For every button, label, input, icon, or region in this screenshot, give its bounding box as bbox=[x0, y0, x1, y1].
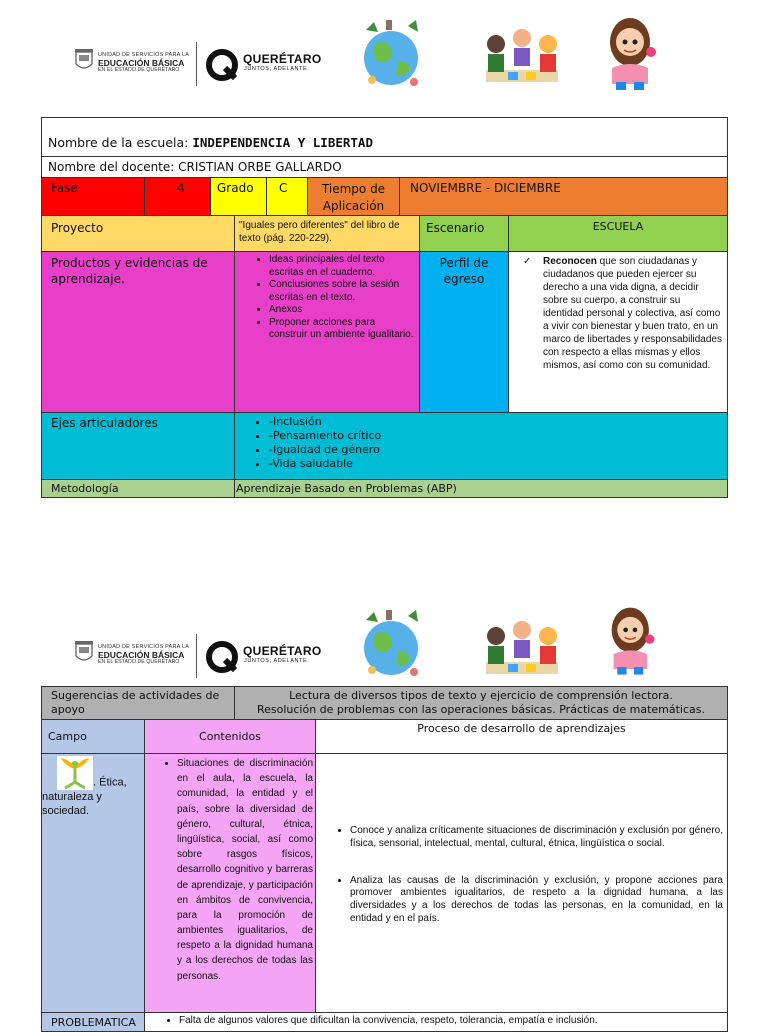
proceso-item: • Analiza las causas de la discriminación y exclusión, y propone acciones para promover ambientes igualitarios, de respeto a la dignidad humana, a las diversidades y a los derechos de todas las personas, en la comunidad, en la entidad y en el país. bbox=[350, 875, 723, 926]
escenario-label: Escenario bbox=[426, 221, 485, 235]
campo-value-cell bbox=[41, 753, 145, 1013]
earth-illustration-icon bbox=[352, 16, 430, 100]
ejes-item: • -Pensamiento crítico bbox=[269, 429, 727, 443]
use-line3: EN EL ESTADO DE QUERÉTARO bbox=[98, 658, 180, 665]
use-line2: EDUCACIÓN BÁSICA bbox=[98, 649, 185, 660]
girl-character-icon bbox=[604, 12, 664, 102]
use-line2: EDUCACIÓN BÁSICA bbox=[98, 57, 185, 68]
use-logo-text bbox=[98, 645, 189, 665]
grado-label-cell bbox=[210, 177, 267, 216]
page-header-1 bbox=[0, 10, 768, 100]
etica-field-icon bbox=[57, 756, 93, 790]
fase-value: 4 bbox=[177, 181, 185, 195]
perfil-text: que son ciudadanas y ciudadanos que pueden ejercer su derecho a una vida digna, a decidir sobre su cuerpo, a construir su identidad personal y colectiva, así como a vivir con bienestar y buen trato, en un marco de libertades y responsabilidades con respecto a ellas mismas y ellos mismos, así como con su comunidad. bbox=[543, 256, 722, 371]
problematica-value-cell bbox=[144, 1012, 728, 1032]
fase-value-cell bbox=[144, 177, 211, 216]
productos-item: • Proponer acciones para construir un ambiente igualitario. bbox=[269, 317, 415, 342]
state-seal-icon bbox=[73, 48, 95, 74]
sugerencias-value-cell bbox=[234, 686, 728, 720]
tiempo-value-cell bbox=[399, 177, 728, 216]
school-name-row bbox=[41, 117, 728, 157]
teacher-name: Nombre del docente: CRISTIAN ORBE GALLARDO bbox=[48, 160, 342, 174]
productos-item: • Conclusiones sobre la sesión escritas en el texto. bbox=[269, 279, 415, 304]
metodologia-label-cell bbox=[41, 479, 235, 498]
earth-illustration-icon bbox=[352, 606, 430, 690]
escenario-value-cell bbox=[508, 215, 728, 252]
school-value: INDEPENDENCIA Y LIBERTAD bbox=[192, 135, 373, 150]
campo-value: . Ética, naturaleza y sociedad. bbox=[42, 776, 127, 818]
teacher-row bbox=[41, 156, 728, 178]
girl-character-icon bbox=[604, 602, 664, 686]
proceso-list bbox=[316, 825, 723, 926]
ejes-label-cell bbox=[41, 412, 235, 480]
ejes-item: • -Vida saludable bbox=[269, 457, 727, 471]
problematica-label-cell bbox=[41, 1012, 145, 1032]
proyecto-label-cell bbox=[41, 215, 235, 252]
tiempo-label-cell bbox=[307, 177, 400, 216]
queretaro-q-icon bbox=[205, 48, 239, 86]
header-divider bbox=[196, 634, 197, 678]
proceso-header-cell bbox=[315, 719, 728, 754]
proceso-value-cell bbox=[315, 753, 728, 1013]
contenidos-value-cell bbox=[144, 753, 316, 1013]
grado-label: Grado bbox=[217, 181, 254, 195]
proyecto-label: Proyecto bbox=[51, 221, 104, 235]
perfil-label: Perfil de egreso bbox=[439, 256, 489, 287]
sugerencias-line1: Lectura de diversos tipos de texto y ejercicio de comprensión lectora. bbox=[289, 689, 673, 702]
use-line3: EN EL ESTADO DE QUERÉTARO bbox=[98, 66, 180, 73]
ejes-list bbox=[235, 415, 727, 471]
escenario-label-cell bbox=[419, 215, 509, 252]
proceso-item: • Conoce y analiza críticamente situaciones de discriminación y exclusión por género, física, sensorial, intelectual, mental, cultural, étnica, lingüística o social. bbox=[350, 825, 723, 851]
perfil-item bbox=[523, 255, 723, 372]
ejes-item: • -Inclusión bbox=[269, 415, 727, 429]
metodologia-label: Metodología bbox=[51, 482, 119, 495]
contenidos-header-cell bbox=[144, 719, 316, 754]
grado-value-cell bbox=[266, 177, 308, 216]
use-line1: UNIDAD DE SERVICIOS PARA LA bbox=[98, 52, 190, 58]
contenidos-list bbox=[145, 756, 313, 984]
metodologia-value-cell bbox=[234, 479, 728, 498]
header-divider bbox=[196, 42, 197, 86]
tiempo-label: Tiempo de Aplicación bbox=[321, 182, 386, 214]
proyecto-value: "Iguales pero diferentes" del libro de texto (pág. 220-229). bbox=[239, 220, 400, 244]
productos-list-cell bbox=[234, 251, 420, 413]
problematica-label: PROBLEMATICA bbox=[51, 1016, 136, 1029]
ejes-list-cell bbox=[234, 412, 728, 480]
productos-item: • Ideas principales del texto escritas en el cuaderno. bbox=[269, 254, 415, 279]
sugerencias-label: Sugerencias de actividades de apoyo bbox=[51, 689, 220, 717]
checkmark-icon: ✓ bbox=[523, 256, 532, 267]
productos-label: Productos y evidencias de aprendizaje. bbox=[51, 256, 208, 287]
grado-value: C bbox=[279, 181, 288, 195]
school-label: Nombre de la escuela: bbox=[48, 135, 193, 150]
queretaro-logo-text bbox=[243, 52, 321, 72]
queretaro-slogan: JUNTOS, ADELANTE. bbox=[244, 658, 310, 664]
campo-header-cell bbox=[41, 719, 145, 754]
metodologia-value: Aprendizaje Basado en Problemas (ABP) bbox=[236, 482, 457, 495]
campo-header: Campo bbox=[48, 730, 87, 743]
children-playing-icon bbox=[478, 618, 568, 686]
use-logo-text bbox=[98, 53, 189, 73]
children-playing-icon bbox=[478, 26, 568, 94]
productos-label-cell bbox=[41, 251, 235, 413]
contenidos-item: • Situaciones de discriminación en el aula, la escuela, la comunidad, la entidad y el país, sobre la diversidad de género, cultural, étnica, lingüística, social, así como sobre rasgos físicos, desarrollo cognitivo y barreras de aprendizaje, y participación en ámbitos de convivencia, para la promoción de ambientes igualitarios, de respeto a la dignidad humana y a los derechos de todas las personas. bbox=[177, 756, 313, 984]
perfil-bold: Reconocen bbox=[543, 256, 597, 267]
queretaro-q-icon bbox=[205, 640, 239, 678]
use-line1: UNIDAD DE SERVICIOS PARA LA bbox=[98, 644, 190, 650]
proceso-header: Proceso de desarrollo de aprendizajes bbox=[417, 722, 626, 735]
tiempo-value: NOVIEMBRE - DICIEMBRE bbox=[410, 181, 561, 195]
sugerencias-label-cell bbox=[41, 686, 235, 720]
escenario-value: ESCUELA bbox=[592, 220, 644, 233]
perfil-value-cell bbox=[508, 251, 728, 413]
state-seal-icon bbox=[73, 640, 95, 666]
sugerencias-line2: Resolución de problemas con las operaciones básicas. Prácticas de matemáticas. bbox=[256, 703, 706, 717]
problematica-list bbox=[145, 1015, 727, 1028]
contenidos-header: Contenidos bbox=[199, 730, 261, 743]
problematica-value: • Falta de algunos valores que dificultan la convivencia, respeto, tolerancia, empatía e inclusión. bbox=[179, 1015, 727, 1028]
ejes-label: Ejes articuladores bbox=[51, 416, 158, 430]
fase-label: Fase bbox=[51, 181, 78, 195]
queretaro-slogan: JUNTOS, ADELANTE. bbox=[244, 66, 310, 72]
queretaro-title: QUERÉTARO bbox=[243, 52, 322, 66]
ejes-item: • -Igualdad de género bbox=[269, 443, 727, 457]
proyecto-value-cell bbox=[234, 215, 420, 252]
perfil-label-cell bbox=[419, 251, 509, 413]
queretaro-logo-text bbox=[243, 644, 321, 664]
productos-item: • Anexos bbox=[269, 304, 415, 317]
page-header-2 bbox=[0, 600, 768, 690]
productos-list bbox=[235, 254, 415, 342]
fase-label-cell bbox=[41, 177, 145, 216]
queretaro-title: QUERÉTARO bbox=[243, 644, 322, 658]
